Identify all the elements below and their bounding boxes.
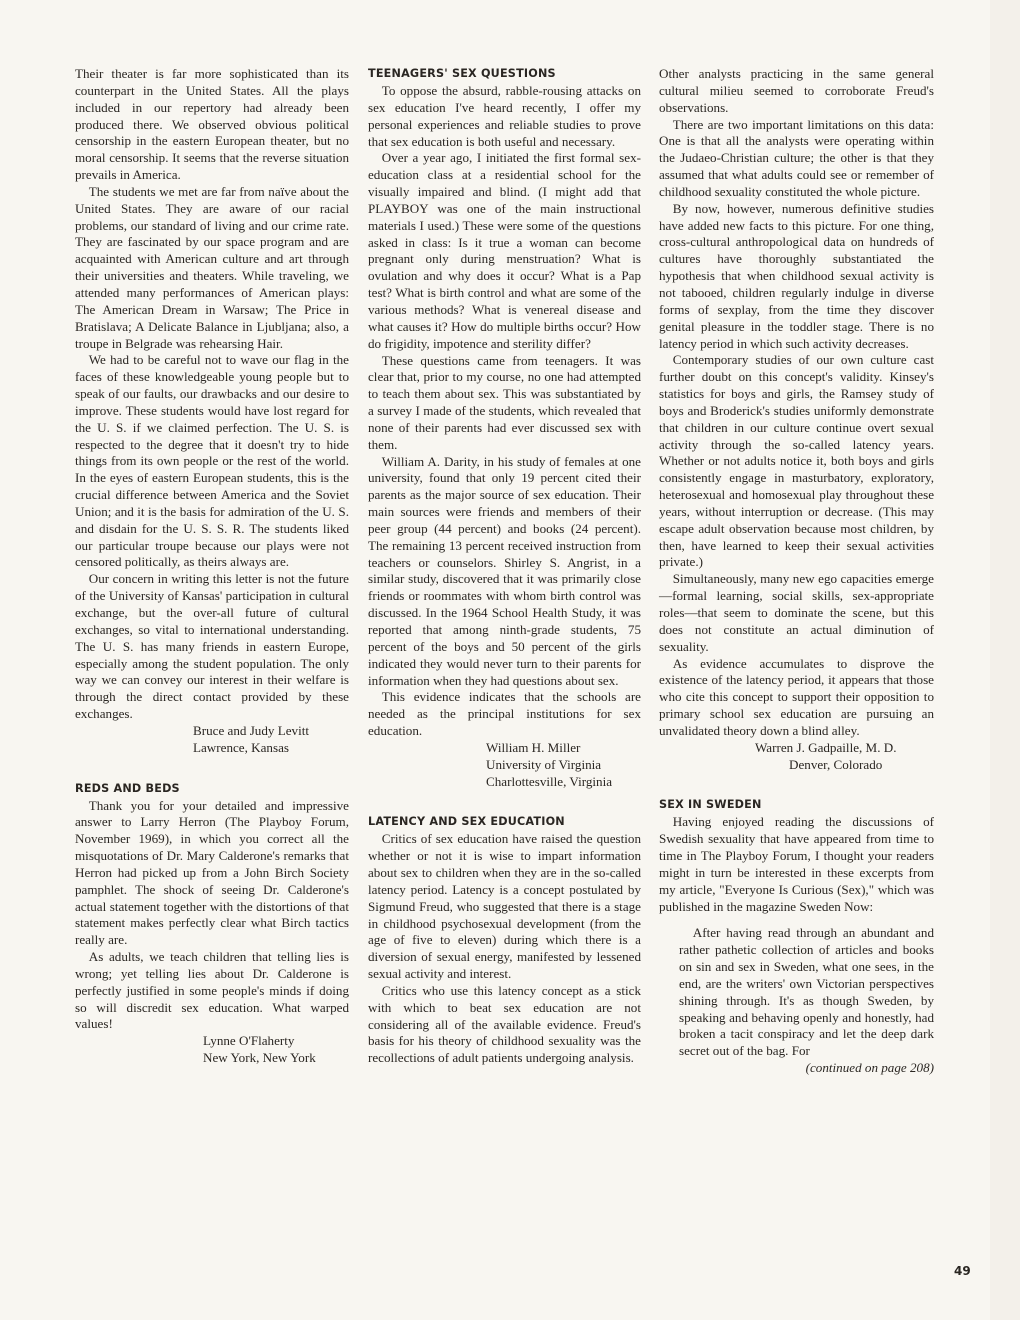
letter-paragraph: These questions came from teenagers. It was clear that, prior to my course, no one had attempted to teach them about sex. This was substantiated by a survey I made of the students, which revealed that none of their parents had ever discussed sex with them. (368, 352, 641, 452)
letter-paragraph: Their theater is far more sophisticated than its counterpart in the United States. All the plays included in our repertory had already been produced there. We observed obvious political censorship in the eastern European theater, but no moral censorship. It seems that the reverse situation prevails in America. (75, 66, 349, 183)
letter-paragraph: Critics who use this latency concept as a stick with which to beat sex education are not considering all of the available evidence. Freud's basis for his theory of childhood sexuality was the recollections of adult patients undergoing analysis. (368, 982, 641, 1066)
column-1 (75, 66, 349, 1067)
signature-place: New York, New York (203, 1050, 316, 1066)
section-heading: REDS AND BEDS (75, 781, 180, 795)
section-heading: SEX IN SWEDEN (659, 798, 762, 812)
signature-place: Denver, Colorado (789, 756, 883, 772)
letter-paragraph: Contemporary studies of our own culture cast further doubt on this concept's validity. Kinsey's statistics for boys and girls, the Ramsey study of boys and Broderick's studies uniformly demonstrate that children in our culture continue overt sexual activity through the so-called latency years. Whether or not adults notice it, both boys and girls consistently engage in masturbatory, exploratory, heterosexual and homosexual play throughout these years, without interruption or decrease. (This may escape adult observation because most children, by then, have learned to keep their sexual activities private.) (659, 352, 934, 570)
letter-paragraph: As adults, we teach children that telling lies is wrong; yet telling lies about Dr. Calderone is perfectly justified in some people's minds if doing so will discredit sex education. What warped values! (75, 949, 349, 1032)
signature-name: William H. Miller (486, 739, 581, 755)
continued-note: (continued on page 208) (805, 1060, 934, 1076)
letter-paragraph: Over a year ago, I initiated the first formal sex-education class at a residential school for the visually impaired and blind. (I might add that PLAYBOY was one of the main instructional materials I used.) These were some of the questions asked in class: Is it true a woman can become pregnant only during menstruation? What is ovulation and why does it occur? What is a Pap test? What is birth control and what are some of the various methods? What is venereal disease and what causes it? How do multiple births occur? How do frigidity, impotence and sterility differ? (368, 150, 641, 351)
letter-paragraph: To oppose the absurd, rabble-rousing attacks on sex education I've heard recently, I offer my personal experiences and reliable studies to prove that sex education is both useful and necessary. (368, 83, 641, 149)
signature-name: Lynne O'Flaherty (203, 1033, 295, 1049)
letter-paragraph: Our concern in writing this letter is not the future of the University of Kansas' participation in cultural exchange, but the over-all future of cultural exchanges, so vital to international understanding. The U. S. has many friends in eastern Europe, especially among the student population. The only way we can convey our interest in their welfare is through the direct contact provided by these exchanges. (75, 571, 349, 722)
letter-paragraph: Critics of sex education have raised the question whether or not it is wise to impart information about sex to children when they are in the so-called latency period. Latency is a concept postulated by Sigmund Freud, who suggested that there is a stage in childhood psychosexual development (from the age of five to eleven) during which there is a diversion of sexual energy, manifested by lessened sexual activity and interest. (368, 831, 641, 982)
signature-place: Charlottesville, Virginia (486, 773, 613, 789)
letter-paragraph: We had to be careful not to wave our flag in the faces of these knowledgeable young people but to speak of our faults, our drawbacks and our desire to improve. These students would have lost regard for the U. S. if we claimed perfection. The U. S. is respected to the degree that it doesn't try to hide things from its own people or the rest of the world. In the eyes of eastern European students, this is the crucial difference between America and the Soviet Union; and it is the basis for admiration of the U. S. and disdain for the U. S. S. R. The students liked our particular troupe because our plays were not censored politically, as theirs always are. (75, 352, 349, 570)
page-number: 49 (954, 1264, 971, 1278)
letter-paragraph: Simultaneously, many new ego capacities emerge—formal learning, social skills, sex-appropriate roles—that seem to dominate the scene, but this does not constitute an actual diminution of sexuality. (659, 571, 934, 654)
letter-paragraph: This evidence indicates that the schools are needed as the principal institutions for sex education. (368, 689, 641, 739)
signature-name: Bruce and Judy Levitt (193, 722, 309, 738)
letter-paragraph: There are two important limitations on this data: One is that all the analysts were operating within the Judaeo-Christian culture; the other is that they assumed that what adults could see or remember of childhood sexuality constituted the whole picture. (659, 116, 934, 199)
column-3 (659, 66, 934, 1077)
letter-paragraph: By now, however, numerous definitive studies have added new facts to this picture. For one thing, cross-cultural anthropological data on hundreds of cultures have thoroughly substantiated the hypothesis that when childhood sexual activity is not tabooed, children regularly indulge in diverse forms of sexplay, from the time they discover genital pleasure in the toddler stage. There is no latency period in which such activity decreases. (659, 200, 934, 351)
signature-place: Lawrence, Kansas (193, 739, 289, 755)
signature-org: University of Virginia (486, 756, 602, 772)
section-heading: TEENAGERS' SEX QUESTIONS (368, 67, 556, 80)
letter-paragraph: Other analysts practicing in the same general cultural milieu seemed to corroborate Freud's observations. (659, 66, 934, 115)
column-2 (368, 66, 641, 1067)
section-heading: LATENCY AND SEX EDUCATION (368, 815, 565, 829)
signature-name: Warren J. Gadpaille, M. D. (755, 739, 897, 755)
quoted-excerpt: After having read through an abundant and rather pathetic collection of articles and books on sin and sex in Sweden, what one sees, in the end, are the writers' own Victorian perspectives shining through. It's as though Sweden, by speaking and behaving openly and honestly, had broken a tacit conspiracy and let the deep dark secret out of the bag. For (679, 925, 934, 1059)
letter-paragraph: Thank you for your detailed and impressive answer to Larry Herron (The Playboy Forum, November 1969), in which you correct all the misquotations of Dr. Mary Calderone's remarks that Herron had picked up from a John Birch Society pamphlet. The shock of seeing Dr. Calderone's actual statement together with the distortions of that statement makes perfectly clear what Birch tactics really are. (75, 797, 349, 948)
letter-paragraph: As evidence accumulates to disprove the existence of the latency period, it appears that those who cite this concept to support their opposition to primary school sex education are pursuing an unvalidated theory down a blind alley. (659, 655, 934, 738)
letter-paragraph: William A. Darity, in his study of females at one university, found that only 19 percent cited their parents as the major source of sex education. Their main sources were friends and members of their peer group (44 percent) and books (24 percent). The remaining 13 percent received instruction from teachers or counselors. Shirley S. Angrist, in a similar study, discovered that it was primarily close friends or roommates with whom birth control was discussed. In the 1964 School Health Study, it was reported that among ninth-grade students, 75 percent of the boys and 50 percent of the girls indicated they would never turn to their parents for information when they had questions about sex. (368, 453, 641, 688)
letter-paragraph: The students we met are far from naïve about the United States. They are aware of our racial problems, our standard of living and our crime rate. They are fascinated by our space program and are acquainted with American culture and art through their universities and theaters. While traveling, we attended many performances of American plays: The American Dream in Warsaw; The Price in Bratislava; A Delicate Balance in Ljubljana; also, a troupe in Belgrade was rehearsing Hair. (75, 183, 349, 351)
letter-paragraph: Having enjoyed reading the discussions of Swedish sexuality that have appeared from time to time in The Playboy Forum, I thought your readers might in turn be interested in these excerpts from my article, "Everyone Is Curious (Sex)," which was published in the magazine Sweden Now: (659, 814, 934, 914)
